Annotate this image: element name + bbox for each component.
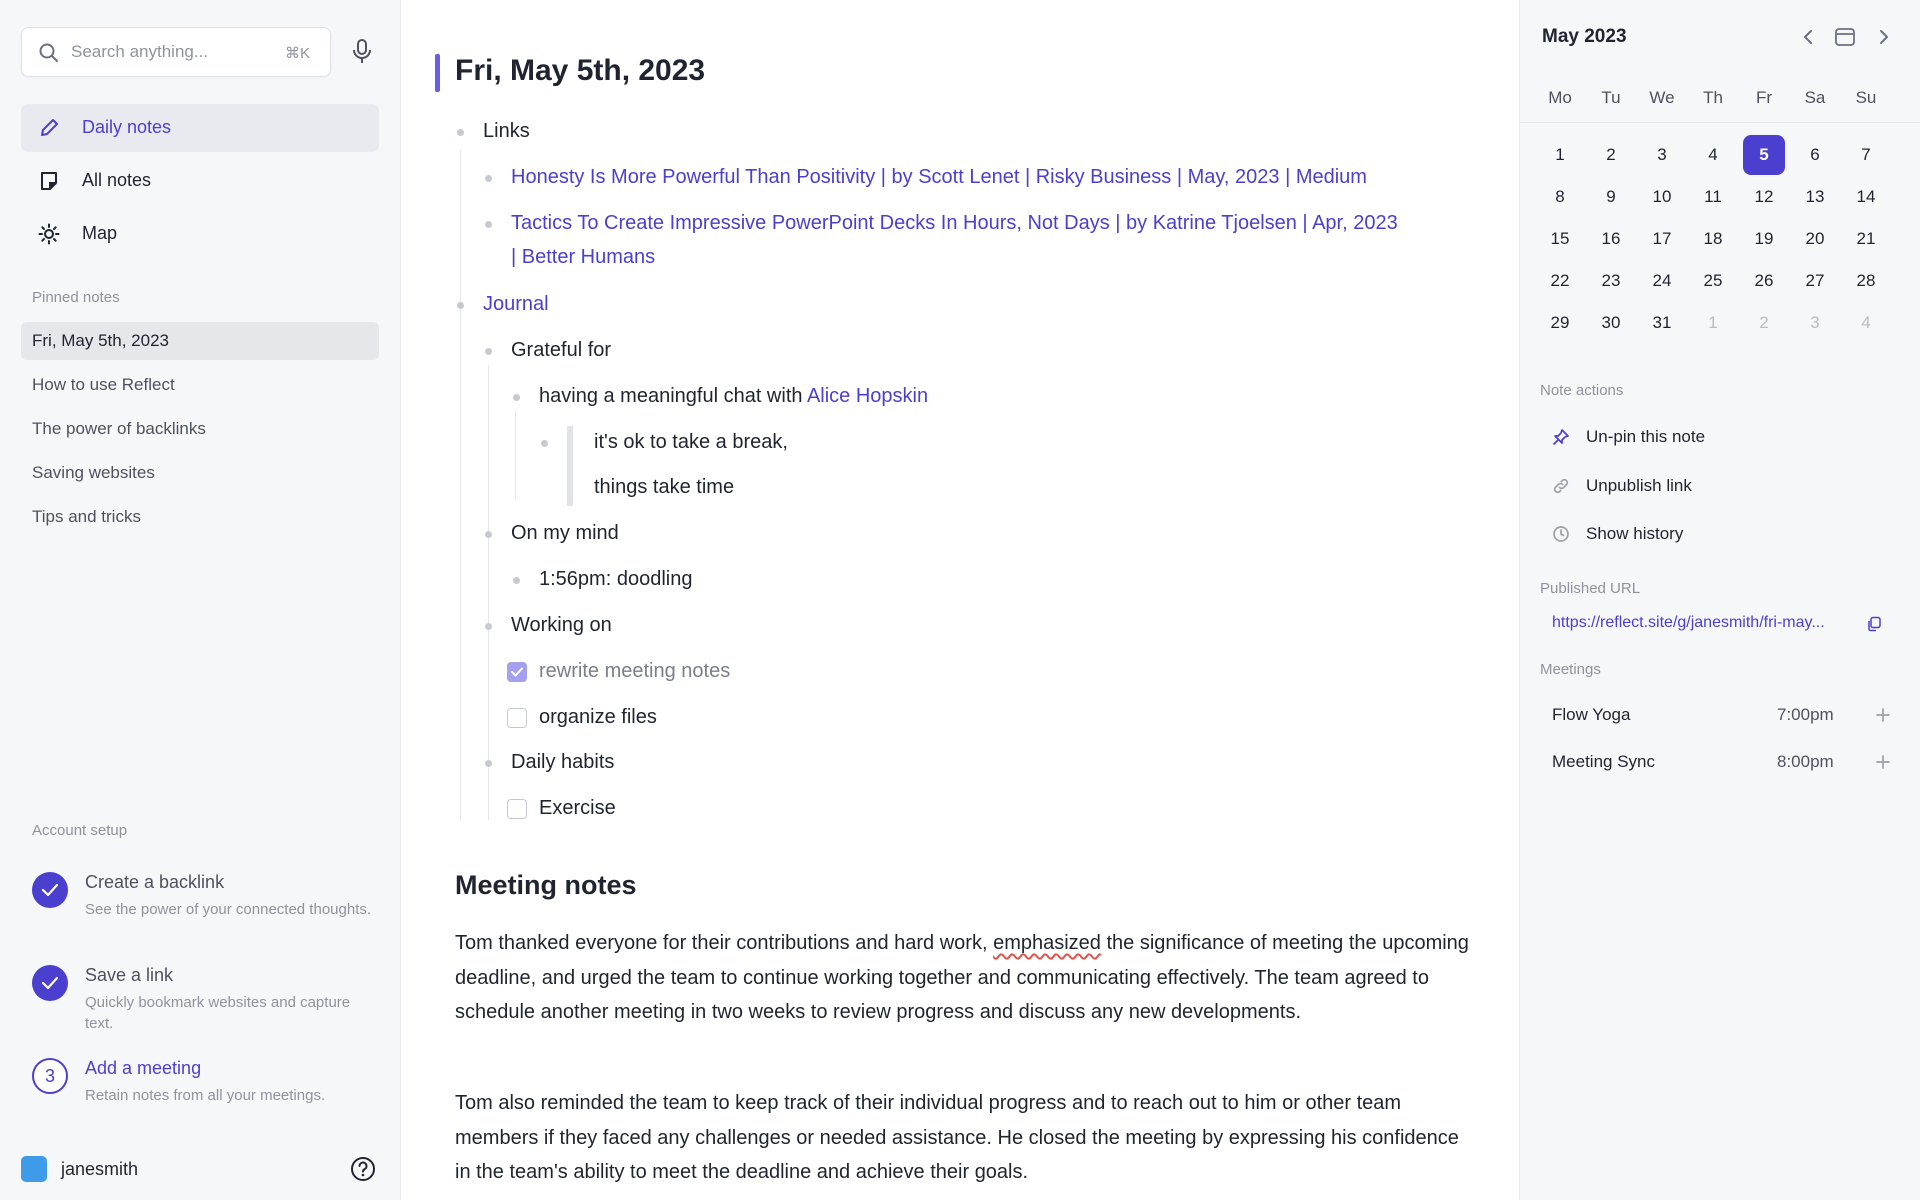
calendar-day[interactable]: 12: [1754, 187, 1774, 206]
calendar-day[interactable]: 28: [1856, 271, 1876, 290]
paragraph-text: Tom thanked everyone for their contributions and hard work,: [455, 932, 994, 954]
note-icon: [38, 170, 60, 192]
bullet[interactable]: [485, 531, 492, 538]
action-label: Unpublish link: [1586, 476, 1692, 495]
weekday-label: We: [1649, 88, 1675, 107]
bullet[interactable]: [513, 577, 520, 584]
link-icon: [1552, 477, 1570, 495]
calendar-day[interactable]: 16: [1601, 229, 1621, 248]
calendar-month: May 2023: [1542, 26, 1627, 47]
avatar: [21, 1156, 47, 1182]
calendar-day[interactable]: 14: [1856, 187, 1876, 206]
bullet[interactable]: [485, 760, 492, 767]
calendar-day[interactable]: 30: [1601, 313, 1621, 332]
plus-icon[interactable]: [1874, 753, 1892, 771]
misspelled-word[interactable]: emphasized: [993, 932, 1101, 954]
meeting-notes-heading[interactable]: Meeting notes: [455, 870, 637, 900]
copy-icon[interactable]: [1866, 616, 1882, 632]
plus-icon[interactable]: [1874, 706, 1892, 724]
pinned-note-item[interactable]: [21, 322, 379, 360]
calendar-day[interactable]: 29: [1550, 313, 1570, 332]
calendar-day[interactable]: 17: [1652, 229, 1672, 248]
search-shortcut: ⌘K: [284, 45, 310, 62]
calendar-day[interactable]: 6: [1810, 145, 1820, 164]
nav-label: All notes: [82, 170, 152, 190]
weekday-label: Sa: [1804, 88, 1826, 107]
pinned-note-label: How to use Reflect: [32, 375, 175, 394]
note-title[interactable]: Fri, May 5th, 2023: [455, 54, 706, 87]
weekday-label: Tu: [1601, 88, 1621, 107]
calendar-today-icon[interactable]: [1834, 26, 1856, 48]
outline-item-links[interactable]: Links: [483, 120, 530, 142]
action-label: Show history: [1586, 524, 1684, 543]
unpublish-link-action[interactable]: [1552, 473, 1892, 501]
calendar-day[interactable]: 15: [1550, 229, 1570, 248]
outline-item-grateful[interactable]: Grateful for: [511, 339, 612, 361]
nav-label: Map: [82, 223, 118, 243]
calendar-day[interactable]: 19: [1754, 229, 1774, 248]
meeting-time: 7:00pm: [1777, 705, 1834, 724]
calendar-day[interactable]: 9: [1606, 187, 1616, 206]
weekday-label: Fr: [1755, 88, 1773, 107]
nav-label: Daily notes: [82, 117, 172, 137]
task-label[interactable]: rewrite meeting notes: [539, 660, 731, 682]
pinned-note-item[interactable]: [21, 410, 379, 448]
meeting-name: Flow Yoga: [1552, 705, 1631, 724]
outline-item-mind[interactable]: On my mind: [511, 522, 619, 544]
published-url-link[interactable]: https://reflect.site/g/janesmith/fri-may...: [1552, 614, 1825, 631]
weekday-label: Su: [1855, 88, 1877, 107]
outline-item-chat[interactable]: [539, 385, 928, 408]
calendar-day[interactable]: 2: [1606, 145, 1616, 164]
show-history-action[interactable]: [1552, 521, 1892, 549]
calendar-day[interactable]: 27: [1805, 271, 1825, 290]
calendar-day[interactable]: 8: [1555, 187, 1565, 206]
task-checkbox[interactable]: [507, 799, 527, 819]
setup-step-desc: Retain notes from all your meetings.: [85, 1087, 326, 1104]
task-label[interactable]: organize files: [539, 706, 657, 728]
setup-step-title: Add a meeting: [85, 1058, 202, 1078]
calendar-day[interactable]: 4: [1861, 313, 1871, 332]
task-label[interactable]: Exercise: [539, 797, 616, 819]
calendar-day[interactable]: 24: [1652, 271, 1672, 290]
username: janesmith: [61, 1159, 139, 1179]
left-sidebar: [0, 0, 401, 1200]
pinned-note-item[interactable]: [21, 454, 379, 492]
calendar-day[interactable]: 22: [1550, 271, 1570, 290]
bullet[interactable]: [485, 623, 492, 630]
check-badge-icon: [32, 872, 68, 908]
web-link-continued[interactable]: | Better Humans: [511, 246, 656, 268]
calendar-day[interactable]: 21: [1856, 229, 1876, 248]
paragraph-text: the significance of meeting the upcoming deadline, and urged the team to continue working together and communicating effectively. The team agreed to schedule another meeting in two weeks to review progress and discuss any new developments.: [455, 932, 1469, 1023]
paragraph[interactable]: [455, 926, 1475, 1030]
nav-all-notes[interactable]: [21, 157, 379, 205]
chat-text: having a meaningful chat with: [539, 385, 807, 407]
web-link[interactable]: Honesty Is More Powerful Than Positivity | by Scott Lenet | Risky Business | May, 2023 | Medium: [511, 166, 1367, 188]
pencil-icon: [38, 117, 60, 139]
pin-icon: [1552, 428, 1570, 446]
setup-step-title: Save a link: [85, 965, 174, 985]
backlink-journal[interactable]: Journal: [483, 293, 549, 315]
backlink-person[interactable]: Alice Hopskin: [806, 385, 929, 407]
calendar-day[interactable]: 1: [1708, 313, 1718, 332]
calendar-day[interactable]: 11: [1704, 187, 1722, 206]
calendar-day[interactable]: 13: [1805, 187, 1825, 206]
search-box[interactable]: [21, 27, 331, 77]
calendar-day[interactable]: 26: [1754, 271, 1774, 290]
setup-step-desc: See the power of your connected thoughts.: [85, 901, 372, 918]
weekday-label: Mo: [1548, 88, 1572, 107]
pinned-note-label: Saving websites: [32, 463, 155, 482]
outline-thread: [460, 150, 461, 820]
calendar-day-selected[interactable]: 5: [1743, 135, 1785, 175]
note-editor[interactable]: [401, 0, 1519, 1200]
calendar-day[interactable]: 25: [1703, 271, 1723, 290]
calendar-day[interactable]: 3: [1810, 313, 1820, 332]
search-icon: [38, 42, 60, 64]
bullet[interactable]: [541, 440, 548, 447]
meeting-name: Meeting Sync: [1552, 752, 1655, 771]
outline-item-doodle[interactable]: 1:56pm: doodling: [539, 568, 693, 590]
microphone-icon[interactable]: [350, 38, 374, 66]
clock-icon: [1552, 525, 1570, 543]
bullet[interactable]: [513, 394, 520, 401]
outline-thread: [488, 365, 489, 820]
outline-thread: [515, 410, 516, 500]
pinned-note-label: Tips and tricks: [32, 507, 141, 526]
pinned-note-label: The power of backlinks: [32, 419, 206, 438]
pinned-note-item[interactable]: [21, 366, 379, 404]
quote-line[interactable]: things take time: [594, 476, 735, 498]
calendar-day[interactable]: 2: [1759, 313, 1769, 332]
meeting-time: 8:00pm: [1777, 752, 1834, 771]
calendar-day[interactable]: 4: [1708, 145, 1718, 164]
meetings-heading: Meetings: [1540, 661, 1601, 678]
paragraph[interactable]: Tom also reminded the team to keep track of their individual progress and to reach out to him or other team members if they faced any challenges or needed assistance. He closed the meeting by expressing his confidence in the team's ability to meet the deadline and achieve their goals.: [455, 1092, 1459, 1183]
sun-icon: [38, 223, 60, 245]
search-placeholder[interactable]: Search anything...: [71, 42, 209, 61]
meeting-row[interactable]: [1552, 749, 1902, 777]
account-setup-heading: Account setup: [32, 822, 128, 839]
calendar-day[interactable]: 7: [1861, 145, 1871, 164]
bullet[interactable]: [457, 129, 464, 136]
web-link[interactable]: Tactics To Create Impressive PowerPoint Decks In Hours, Not Days | by Katrine Tjoelsen | Apr, 2023: [511, 212, 1398, 234]
action-label: Un-pin this note: [1586, 427, 1706, 446]
title-accent-bar: [435, 54, 440, 92]
step-number-badge: 3: [32, 1058, 68, 1094]
task-checkbox[interactable]: [507, 708, 527, 728]
outline-item-habits[interactable]: Daily habits: [511, 751, 615, 773]
quote-line[interactable]: it's ok to take a break,: [594, 431, 788, 453]
calendar-day[interactable]: 3: [1657, 145, 1667, 164]
pinned-note-label: Fri, May 5th, 2023: [32, 331, 170, 350]
setup-step-title: Create a backlink: [85, 872, 225, 892]
calendar-day[interactable]: 10: [1652, 187, 1672, 206]
bullet[interactable]: [457, 302, 464, 309]
right-panel: [1519, 0, 1920, 1200]
nav-daily-notes[interactable]: [21, 104, 379, 152]
bullet[interactable]: [485, 175, 492, 182]
pinned-note-item[interactable]: [21, 498, 379, 536]
user-profile[interactable]: [21, 1156, 381, 1186]
published-url-heading: Published URL: [1540, 580, 1641, 597]
note-actions-heading: Note actions: [1540, 382, 1624, 399]
meeting-row[interactable]: [1552, 702, 1902, 730]
setup-step-desc: Quickly bookmark websites and capture text.: [85, 994, 351, 1032]
calendar-divider: [1520, 122, 1920, 123]
check-badge-icon: [32, 965, 68, 1001]
help-icon[interactable]: [350, 1156, 376, 1182]
outline-item-working[interactable]: Working on: [511, 614, 612, 636]
calendar-day[interactable]: 20: [1805, 229, 1825, 248]
nav-map[interactable]: [21, 210, 379, 258]
calendar-day[interactable]: 31: [1652, 313, 1672, 332]
quote-bar: [567, 426, 573, 506]
calendar-day[interactable]: 23: [1601, 271, 1621, 290]
unpin-note-action[interactable]: [1552, 424, 1892, 452]
calendar-day[interactable]: 18: [1703, 229, 1723, 248]
bullet[interactable]: [485, 348, 492, 355]
task-checkbox-checked[interactable]: [507, 662, 527, 682]
pinned-notes-heading: Pinned notes: [32, 289, 120, 306]
chevron-left-icon[interactable]: [1798, 26, 1820, 48]
bullet[interactable]: [485, 221, 492, 228]
weekday-label: Th: [1703, 88, 1723, 107]
calendar-day[interactable]: 1: [1555, 145, 1565, 164]
chevron-right-icon[interactable]: [1872, 26, 1894, 48]
